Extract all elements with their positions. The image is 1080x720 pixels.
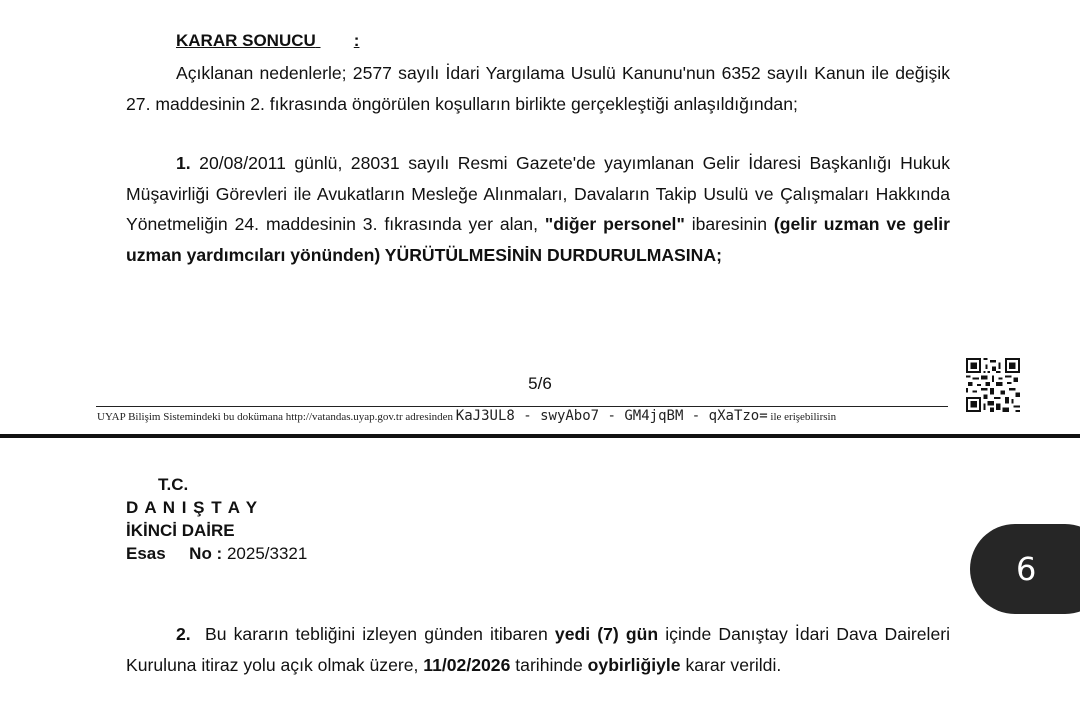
paragraph-reasons-text: Açıklanan nedenlerle; 2577 sayılı İdari Yargılama Usulü Kanunu'nun 6352 sayılı Kanun ile değişik 27. maddesinin 2. fıkrasında öngörülen koşulların birlikte gerçekleştiği anlaşıldığından; <box>126 63 950 114</box>
item-2-date: 11/02/2026 <box>423 654 511 675</box>
case-number-value: 2025/3321 <box>226 544 308 563</box>
page-number: 5/6 <box>528 374 552 393</box>
page-separator <box>0 434 1080 438</box>
footer-divider <box>96 406 948 407</box>
page-indicator-number: 6 <box>1016 550 1037 588</box>
header-case-number <box>126 543 307 565</box>
paragraph-item-2 <box>126 619 950 680</box>
footer-prefix: UYAP Bilişim Sistemindeki bu dokümana http://vatandas.uyap.gov.tr adresinden <box>97 411 454 423</box>
heading-colon: : <box>353 31 360 50</box>
paragraph-reasons <box>126 58 950 119</box>
esas-label: Esas <box>126 544 166 563</box>
section-heading <box>176 31 359 51</box>
qr-code-icon <box>966 358 1020 412</box>
item-2-bold-c: oybirliğiyle <box>587 654 681 675</box>
item-1-bold-b: (gelir uzman ve gelir uzman yardımcıları yönünden) YÜRÜTÜLMESİNİN DURDURULMASINA; <box>126 214 951 265</box>
no-label: No : <box>189 544 223 563</box>
item-2-text-b: içinde Danıştay İdari Dava Daireleri Kuruluna itiraz yolu açık olmak üzere, <box>126 624 951 675</box>
item-2-number: 2. <box>176 624 191 644</box>
paragraph-item-1 <box>126 148 950 270</box>
item-2-text-c: tarihinde <box>515 654 583 675</box>
item-2-text-a: Bu kararın tebliğini izleyen günden itibaren <box>204 624 548 644</box>
item-2-bold-a: yedi (7) gün <box>554 624 659 644</box>
item-1-text-b: ibaresinin <box>691 214 767 234</box>
heading-text: KARAR SONUCU <box>176 31 316 50</box>
item-1-bold-a: "diğer personel" <box>544 214 685 234</box>
header-tc: T.C. <box>158 475 189 494</box>
item-1-text-a: 20/08/2011 günlü, 28031 sayılı Resmi Gazete'de yayımlanan Gelir İdaresi Başkanlığı Hukuk Müşavirliği Görevleri ile Avukatların Mesleğe Alınmaları, Davaların Takip Usulü ve Çalışmaları Hakkında Yönetmeliğin 24. maddesinin 3. fıkrasında yer alan, <box>126 153 950 234</box>
verification-code: KaJ3UL8 - swyAbo7 - GM4jqBM - qXaTzo= <box>455 408 768 424</box>
page-indicator-badge[interactable] <box>970 524 1080 614</box>
item-1-number: 1. <box>176 153 191 173</box>
header-chamber: İKİNCİ DAİRE <box>126 521 235 540</box>
header-court: D A N I Ş T A Y <box>126 498 259 517</box>
item-2-text-d: karar verildi. <box>685 654 782 675</box>
footer-verification <box>97 408 949 424</box>
footer-suffix: ile erişebilirsin <box>770 411 837 423</box>
